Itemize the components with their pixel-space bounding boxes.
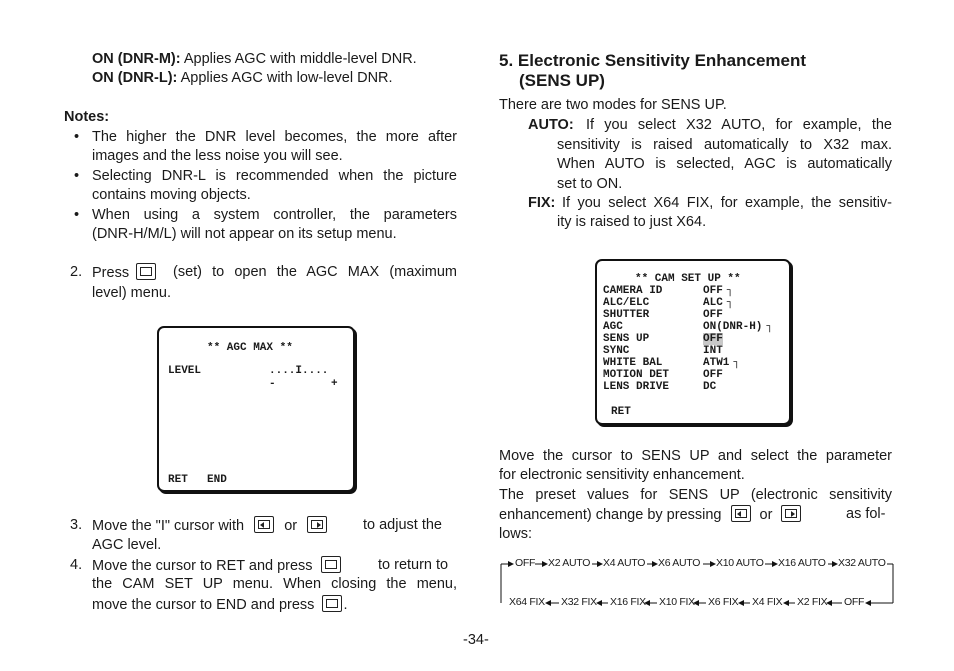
step-2-press: Press xyxy=(92,265,130,281)
cycle-step-label: X4 AUTO xyxy=(603,557,646,569)
step-3-line-2: AGC level. xyxy=(92,537,162,553)
dnr-m-text: Applies AGC with middle-level DNR. xyxy=(183,51,417,67)
cycle-step-label: X2 FIX xyxy=(797,596,828,608)
para-1-line-1: Move the cursor to SENS UP and select the parameter xyxy=(499,448,892,464)
agc-level-plus: + xyxy=(331,378,338,390)
note-3-line-1: When using a system controller, the parameters xyxy=(92,207,457,223)
agc-level-bar: ....I.... xyxy=(269,365,329,377)
cam-row-value: OFF xyxy=(703,285,723,297)
fix-line-1: If you select X64 FIX, for example, the sensitiv- xyxy=(562,195,892,211)
bullet-2: • xyxy=(74,168,80,184)
agc-level-label: LEVEL xyxy=(168,365,202,377)
submenu-mark-icon: ┐ xyxy=(733,357,740,369)
step-4-line-2: the CAM SET UP menu. When closing the menu, xyxy=(92,576,457,592)
cycle-step-label: X4 FIX xyxy=(752,596,783,608)
cam-row-value: ON(DNR-H) xyxy=(703,321,763,333)
auto-line-2: sensitivity is raised automatically to X32 max. xyxy=(557,137,892,153)
dnr-m-label: ON (DNR-M): xyxy=(92,51,181,67)
cycle-step-label: X6 FIX xyxy=(708,596,739,608)
cam-row-value: ALC xyxy=(703,297,723,309)
note-1-line-1: The higher the DNR level becomes, the more after xyxy=(92,129,457,145)
para-2-line-1: The preset values for SENS UP (electronic sensitivity xyxy=(499,487,892,503)
submenu-mark-icon: ┐ xyxy=(726,285,734,297)
cam-row-label: ALC/ELC xyxy=(603,297,650,309)
para-2-text-a: enhancement) change by pressing xyxy=(499,507,722,523)
para-2-line-3: lows: xyxy=(499,526,533,542)
cycle-step-label: X10 FIX xyxy=(659,596,695,608)
cycle-step-label: OFF xyxy=(515,557,536,569)
cam-ret: RET xyxy=(611,406,631,418)
step-2-line-1b: (set) to open the AGC MAX (maximum xyxy=(173,264,457,280)
section-heading-line-2: (SENS UP) xyxy=(519,71,605,90)
cycle-step-label: X2 AUTO xyxy=(548,557,591,569)
cycle-step-label: X10 AUTO xyxy=(716,557,764,569)
cam-row-label: SYNC xyxy=(603,345,630,357)
note-1-line-2: images and the less noise you will see. xyxy=(92,148,343,164)
fix-label: FIX: xyxy=(528,195,556,211)
auto-label: AUTO: xyxy=(528,117,574,133)
step-3-text-b: to adjust the xyxy=(363,517,442,533)
dnr-l-text: Applies AGC with low-level DNR. xyxy=(180,70,393,86)
cam-row-label: SENS UP xyxy=(603,333,650,345)
note-3-line-2: (DNR-H/M/L) will not appear on its setup menu. xyxy=(92,226,397,242)
cam-row-label: MOTION DET xyxy=(603,369,670,381)
para-1-line-2: for electronic sensitivity enhancement. xyxy=(499,467,745,483)
cam-row-value: OFF xyxy=(703,369,723,381)
cycle-step-label: X16 AUTO xyxy=(778,557,826,569)
agc-level-minus: - xyxy=(269,378,276,390)
step-4-text-a: Move the cursor to RET and press xyxy=(92,558,313,574)
cam-row-value: ATW1 xyxy=(703,357,730,369)
cam-row-value: INT xyxy=(703,345,723,357)
cycle-step-label: X64 FIX xyxy=(509,596,545,608)
step-4-number: 4. xyxy=(70,557,83,573)
cam-row-label: LENS DRIVE xyxy=(603,381,670,393)
step-3-text-a: Move the "I" cursor with xyxy=(92,518,245,534)
bullet-3: • xyxy=(74,207,80,223)
auto-line-3: When AUTO is selected, AGC is automatically xyxy=(557,156,892,172)
fix-line-2: ity is raised to just X64. xyxy=(557,214,707,230)
cycle-step-label: X32 AUTO xyxy=(838,557,886,569)
cam-row-label: SHUTTER xyxy=(603,309,650,321)
auto-line-4: set to ON. xyxy=(557,176,623,192)
page-number: -34- xyxy=(463,632,489,648)
notes-title: Notes: xyxy=(64,109,110,125)
step-4-text-b: to return to xyxy=(378,557,449,573)
step-4-text-d: move the cursor to END and press xyxy=(92,597,315,613)
step-2-number: 2. xyxy=(70,264,83,280)
auto-line-1: If you select X32 AUTO, for example, the xyxy=(586,117,892,133)
cam-row-value: OFF xyxy=(703,309,723,321)
cycle-step-label: X16 FIX xyxy=(610,596,646,608)
cam-row-value: OFF xyxy=(703,333,723,345)
step-2-line-2: level) menu. xyxy=(92,285,171,301)
note-2-line-2: contains moving objects. xyxy=(92,187,251,203)
submenu-mark-icon: ┐ xyxy=(726,297,734,309)
cam-row-label: WHITE BAL xyxy=(603,357,663,369)
intro-text: There are two modes for SENS UP. xyxy=(499,97,727,113)
cam-row-value: DC xyxy=(703,381,717,393)
cam-set-up-title: ** CAM SET UP ** xyxy=(635,273,741,285)
cam-row-label: AGC xyxy=(603,321,623,333)
cam-row-label: CAMERA ID xyxy=(603,285,663,297)
cycle-step-label: X32 FIX xyxy=(561,596,597,608)
section-heading-line-1: 5. Electronic Sensitivity Enhancement xyxy=(499,51,807,70)
para-2-text-b: as fol- xyxy=(846,506,886,522)
note-2-line-1: Selecting DNR-L is recommended when the picture xyxy=(92,168,457,184)
agc-end: END xyxy=(207,474,227,486)
step-3-or: or xyxy=(284,518,298,534)
para-2-or: or xyxy=(759,507,773,523)
cycle-step-label: OFF xyxy=(844,596,865,608)
bullet-1: • xyxy=(74,129,80,145)
submenu-mark-icon: ┐ xyxy=(766,321,773,333)
agc-ret: RET xyxy=(168,474,188,486)
step-4-period: . xyxy=(343,597,348,613)
step-3-number: 3. xyxy=(70,517,83,533)
dnr-l-label: ON (DNR-L): xyxy=(92,70,178,86)
agc-max-title: ** AGC MAX ** xyxy=(207,342,293,354)
cycle-step-label: X6 AUTO xyxy=(658,557,701,569)
